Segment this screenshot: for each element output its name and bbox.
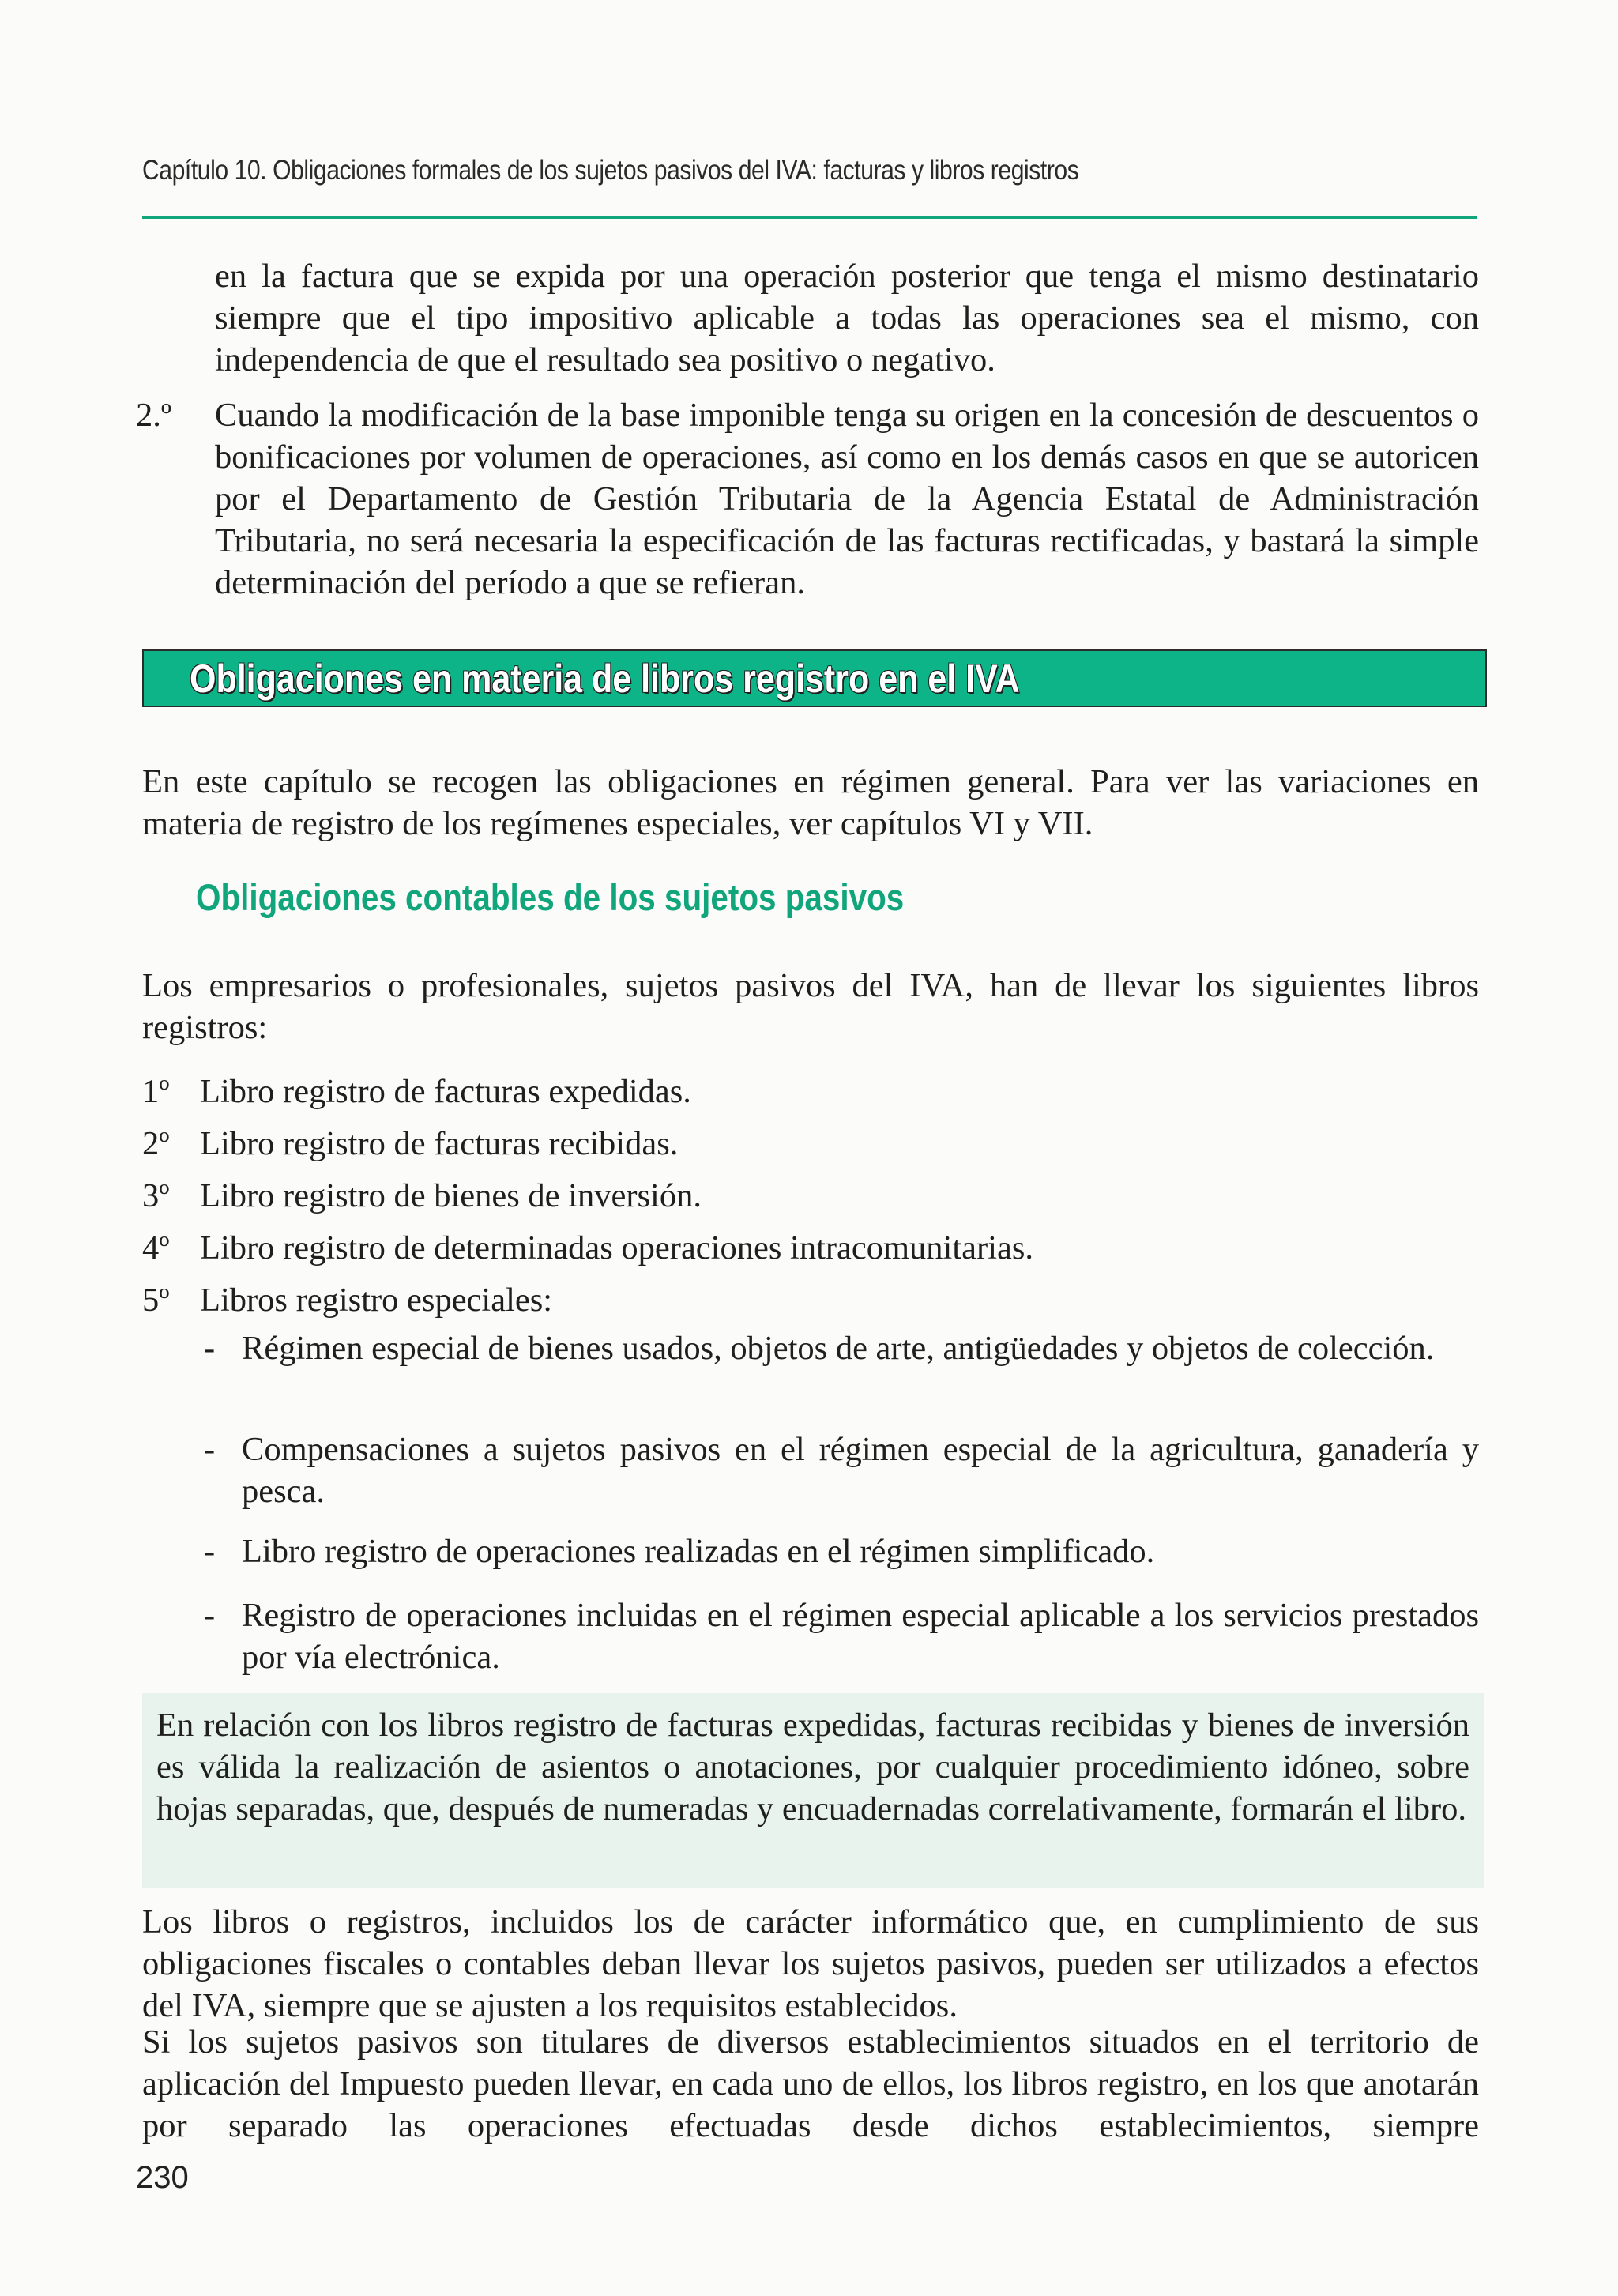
- header-rule: [142, 216, 1477, 219]
- book-number: 3º: [142, 1177, 170, 1214]
- continuation-paragraph: en la factura que se expida por una operación posterior que tenga el mismo destinatario siempre que el tipo impositivo aplicable a todas las operaciones sea el mismo, con independencia de que el resultado sea positivo o negativo.: [215, 258, 1479, 378]
- item-number: 2.º: [136, 397, 172, 434]
- book-item: Libro registro de bienes de inversión.: [200, 1177, 702, 1214]
- page-number: 230: [136, 2160, 189, 2195]
- item-2-paragraph: Cuando la modificación de la base imponible tenga su origen en la concesión de descuentos o bonificaciones por volumen de operaciones, así como en los demás casos en que se autoricen por el Departamento de Gestión Tributaria de la Agencia Estatal de Administración Tributaria, no será necesaria la especificación de las facturas rectificadas, y bastará la simple determinación del período a que se refieran.: [215, 397, 1479, 601]
- special-book-item: Libro registro de operaciones realizadas en el régimen simplificado.: [242, 1533, 1155, 1570]
- running-header: Capítulo 10. Obligaciones formales de los sujetos pasivos del IVA: facturas y libros registros: [142, 155, 1079, 186]
- special-book-item: Compensaciones a sujetos pasivos en el régimen especial de la agricultura, ganadería y pesca.: [242, 1431, 1479, 1510]
- section-banner: [142, 649, 1487, 707]
- book-number: 2º: [142, 1125, 170, 1162]
- special-book-dash: -: [204, 1533, 216, 1570]
- book-item: Libro registro de facturas recibidas.: [200, 1125, 679, 1162]
- subsection-title: Obligaciones contables de los sujetos pasivos: [196, 876, 905, 918]
- special-book-dash: -: [204, 1597, 216, 1634]
- lead-paragraph: Los empresarios o profesionales, sujetos pasivos del IVA, han de llevar los siguientes libros registros:: [142, 967, 1479, 1046]
- book-item: Libros registro especiales:: [200, 1282, 553, 1319]
- book-item: Libro registro de facturas expedidas.: [200, 1073, 691, 1110]
- special-book-item: Régimen especial de bienes usados, objetos de arte, antigüedades y objetos de colección.: [242, 1330, 1435, 1367]
- paragraph: Los libros o registros, incluidos los de carácter informático que, en cumplimiento de sus obligaciones fiscales o contables deban llevar los sujetos pasivos, pueden ser utilizados a efectos del IVA, siempre que se ajusten a los requisitos establecidos.: [142, 1903, 1479, 2024]
- book-number: 1º: [142, 1073, 170, 1110]
- book-number: 5º: [142, 1282, 170, 1319]
- callout-box: [142, 1693, 1484, 1888]
- callout-text: En relación con los libros registro de facturas expedidas, facturas recibidas y bienes de inversión es válida la realización de asientos o anotaciones, por cualquier procedimiento idóneo, sobre hojas separadas, que, después de numeradas y encuadernadas correlativamente, formarán el libro.: [156, 1707, 1469, 1827]
- section-title: Obligaciones en materia de libros registro en el IVA: [190, 657, 1020, 701]
- special-book-item: Registro de operaciones incluidas en el régimen especial aplicable a los servicios prestados por vía electrónica.: [242, 1597, 1479, 1676]
- book-item: Libro registro de determinadas operaciones intracomunitarias.: [200, 1229, 1034, 1267]
- book-number: 4º: [142, 1229, 170, 1267]
- section-intro-paragraph: En este capítulo se recogen las obligaciones en régimen general. Para ver las variaciones en materia de registro de los regímenes especiales, ver capítulos VI y VII.: [142, 763, 1479, 842]
- special-book-dash: -: [204, 1431, 216, 1468]
- special-book-dash: -: [204, 1330, 216, 1367]
- paragraph: Si los sujetos pasivos son titulares de diversos establecimientos situados en el territorio de aplicación del Impuesto pueden llevar, en cada uno de ellos, los libros registro, en los que anotarán por separado las operaciones efectuadas desde dichos establecimientos, siempre: [142, 2023, 1479, 2144]
